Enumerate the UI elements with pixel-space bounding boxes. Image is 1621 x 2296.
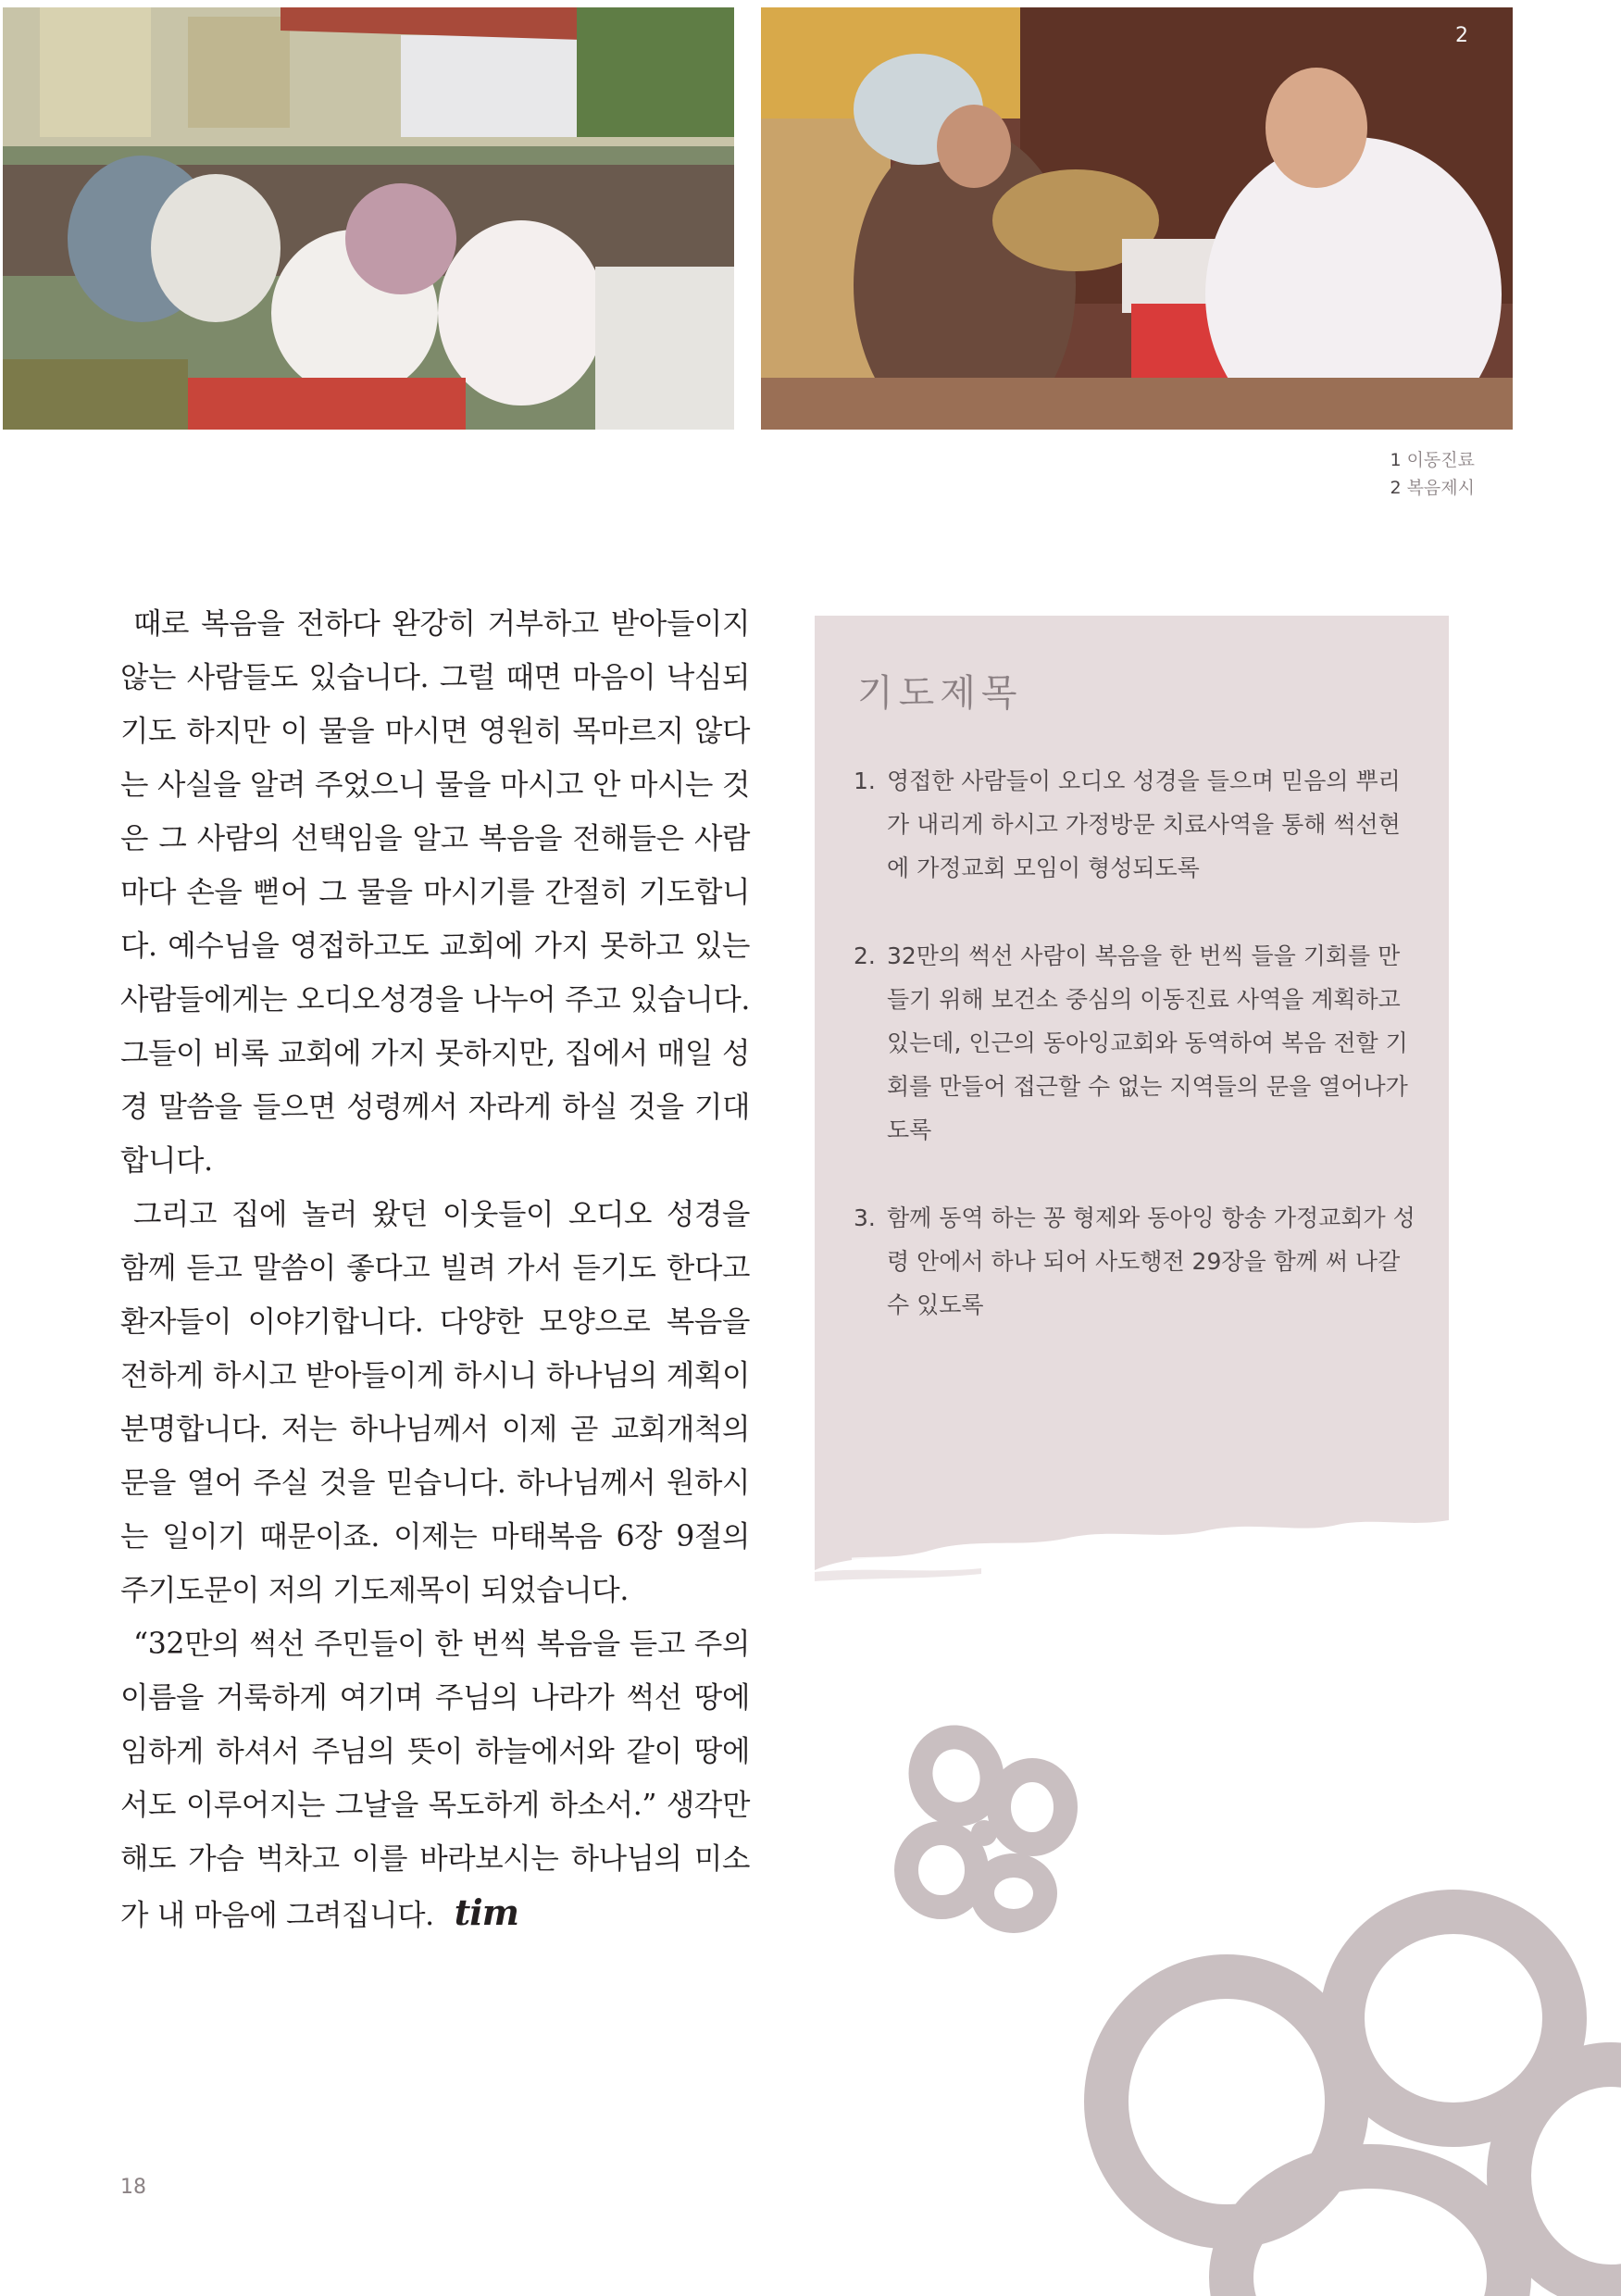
paragraph [120, 1617, 750, 1942]
flower-decoration-small-icon [884, 1722, 1088, 1940]
prayer-item-text: 함께 동역 하는 꽁 형제와 동아잉 항송 가정교회가 성령 안에서 하나 되어 사도행전 29장을 함께 써 나갈 수 있도록 [887, 1204, 1415, 1318]
author-signature: tim [454, 1891, 518, 1933]
flower-decoration-large-icon [1065, 1870, 1621, 2296]
prayer-item-number: 3. [854, 1204, 876, 1231]
prayer-title: 기도제목 [857, 672, 1023, 715]
caption-1 [1390, 446, 1475, 474]
prayer-item-number: 1. [854, 767, 876, 794]
photo-number: 2 [1455, 24, 1468, 47]
paragraph: 그리고 집에 놀러 왔던 이웃들이 오디오 성경을 함께 듣고 말씀이 좋다고 빌려 가서 듣기도 한다고 환자들이 이야기합니다. 다양한 모양으로 복음을 전하게 하시고 받아들이게 하시니 하나님의 계획이 분명합니다. 저는 하나님께서 이제 곧 교회개척의 문을 열어 주실 것을 믿습니다. 하나님께서 원하시는 일이기 때문이죠. 이제는 마태복음 6장 9절의 주기도문이 저의 기도제목이 되었습니다. [120, 1198, 750, 1607]
brush-edge [815, 1500, 1463, 1583]
prayer-item [854, 759, 1418, 890]
quote-text: “32만의 썩선 주민들이 한 번씩 복음을 듣고 주의 이름을 거룩하게 여기며 주님의 나라가 썩선 땅에 임하게 하셔서 주님의 뜻이 하늘에서와 같이 땅에서도 이루어지는 그날을 목도하게 하소서.” 생각만 해도 가슴 벅차고 이를 바라보시는 하나님의 미소가 내 마음에 그려집니다. [120, 1628, 750, 1932]
photo-mobile-clinic [3, 7, 734, 430]
prayer-box [815, 616, 1449, 1509]
photo-treatment [761, 7, 1513, 430]
caption-number: 1 [1390, 450, 1402, 470]
photo-captions [1390, 446, 1475, 502]
caption-text: 이동진료 [1406, 450, 1475, 470]
prayer-list [854, 759, 1418, 1371]
paragraph: 때로 복음을 전하다 완강히 거부하고 받아들이지 않는 사람들도 있습니다. 그럴 때면 마음이 낙심되기도 하지만 이 물을 마시면 영원히 목마르지 않다는 사실을 알려 주었으니 물을 마시고 안 마시는 것은 그 사람의 선택임을 알고 복음을 전해들은 사람마다 손을 뻗어 그 물을 마시기를 간절히 기도합니다. 예수님을 영접하고도 교회에 가지 못하고 있는 사람들에게는 오디오성경을 나누어 주고 있습니다. 그들이 비록 교회에 가지 못하지만, 집에서 매일 성경 말씀을 들으면 성령께서 자라게 하실 것을 기대합니다. [120, 607, 750, 1178]
prayer-item-text: 영접한 사람들이 오디오 성경을 들으며 믿음의 뿌리가 내리게 하시고 가정방문 치료사역을 통해 썩선현에 가정교회 모임이 형성되도록 [887, 767, 1401, 881]
prayer-item [854, 934, 1418, 1152]
caption-number: 2 [1390, 478, 1402, 498]
prayer-item-number: 2. [854, 942, 876, 969]
caption-2 [1390, 474, 1475, 502]
article-body [120, 597, 750, 1942]
page-number: 18 [120, 2176, 146, 2199]
prayer-item [854, 1196, 1418, 1327]
prayer-item-text: 32만의 썩선 사람이 복음을 한 번씩 들을 기회를 만들기 위해 보건소 중심의 이동진료 사역을 계획하고 있는데, 인근의 동아잉교회와 동역하여 복음 전할 기회를 만들어 접근할 수 없는 지역들의 문을 열어나가도록 [887, 942, 1408, 1143]
caption-text: 복음제시 [1406, 478, 1475, 498]
